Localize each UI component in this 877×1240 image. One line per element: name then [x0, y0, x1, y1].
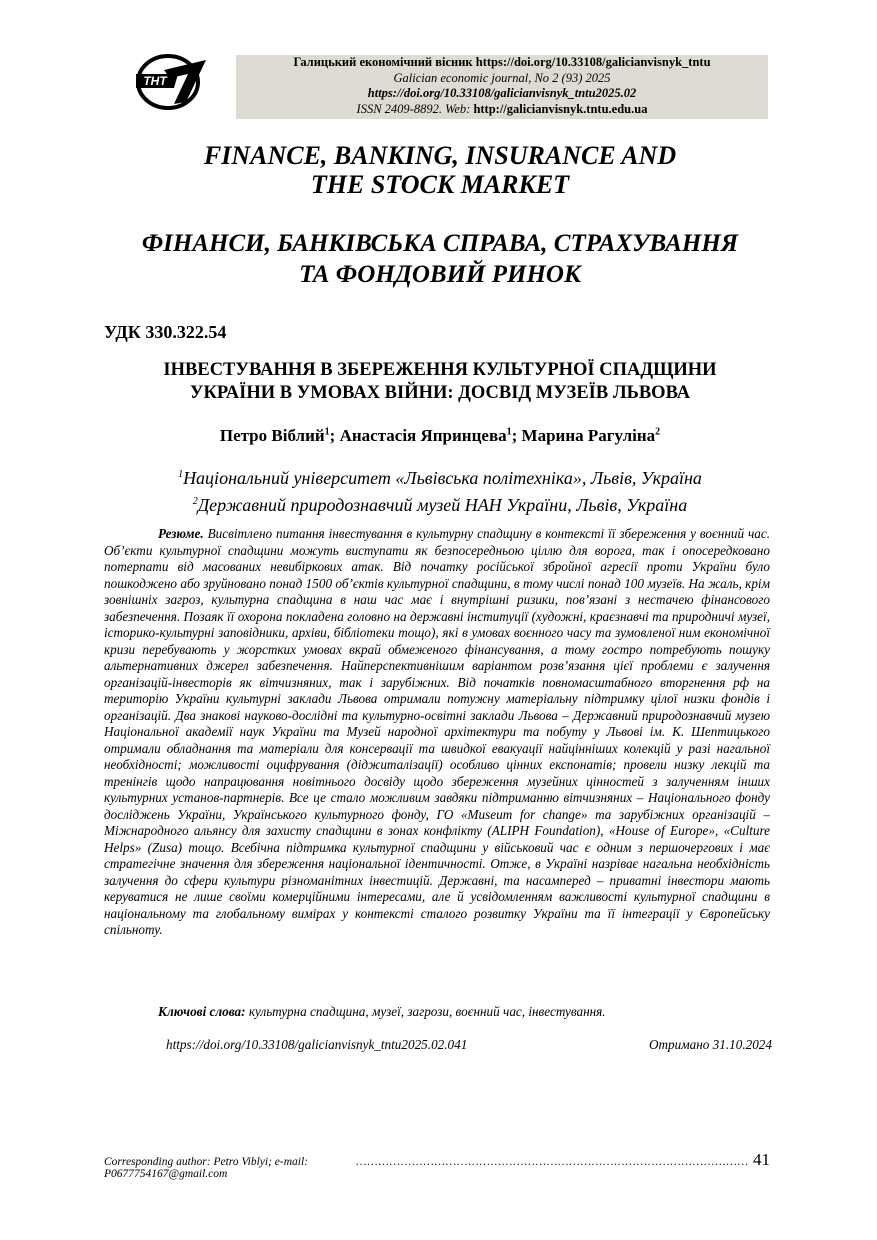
affiliation-2: $^2$Державний природознавчий музей НАН України, Львів, Україна — [192, 495, 688, 515]
author-name: Анастасія Япринцева — [339, 426, 507, 445]
paper-title: ІНВЕСТУВАННЯ В ЗБЕРЕЖЕННЯ КУЛЬТУРНОЇ СПАДЩИНИ УКРАЇНИ В УМОВАХ ВІЙНИ: ДОСВІД МУЗЕЇВ ЛЬВОВА — [163, 360, 717, 403]
affiliations — [110, 463, 770, 517]
journal-title-line: Галицький економічний вісник https://doi.org/10.33108/galicianvisnyk_tntu — [293, 55, 711, 69]
abstract-label: Резюме. — [158, 526, 204, 541]
corresponding-author: Corresponding author: Petro Viblyi; e-mail: P0677754167@gmail.com — [104, 1156, 308, 1180]
leader-dots: …………………………………………………………………………………………… — [356, 1156, 749, 1168]
issn-line: ISSN 2409-8892. Web: http://galicianvisnyk.tntu.edu.ua — [356, 101, 648, 116]
author-list: Петро Віблий$^1$; Анастасія Япринцева$^1$; Марина Рагуліна$^2$ — [219, 426, 661, 445]
received-date: Отримано 31.10.2024 — [648, 1037, 772, 1052]
page-footer — [104, 1150, 770, 1180]
keywords-text: культурна спадщина, музеї, загрози, воєнний час, інвестування. — [245, 1004, 606, 1019]
author-name: Петро Віблий — [219, 426, 325, 445]
journal-issue-line: Galician economic journal, No 2 (93) 2025 — [393, 70, 611, 85]
keywords — [104, 1004, 770, 1020]
keywords-label: Ключові слова: — [158, 1004, 246, 1019]
affiliation-1: $^1$Національний університет «Львівська політехніка», Львів, Україна — [178, 468, 702, 488]
page-number: 41 — [753, 1150, 770, 1169]
abstract-text: Висвітлено питання інвестування в культурну спадщину в контексті її збереження у воєнний час. Об’єкти культурної спадщини можуть виступати як безпосередньою ціллю для ворога, так і опосередковано потерпати від масованих невибіркових атак. Від початку російської збройної агресії проти України було пошкоджено або зруйновано понад 1500 об’єктів культурної спадщини, в тому числі понад 100 музеїв. На жаль, крім зовнішніх загроз, культурна спадщина в наш час має і внутрішні ризики, пов’язані з нестачею фінансового забезпечення. Позаяк її охорона покладена головно на державні інституції (художні, краєзнавчі та природничі музеї, історико-культурні заповідники, архіви, бібліотеки тощо), які в умовах воєнного часу та зумовленої ним економічної кризи перебувають у жорстких умовах вкрай обмеженого фінансування, а тому гостро потребують пошуку альтернативних джерел забезпечення. Найперспективнішим варіантом розв’язання цієї проблеми є залучення організацій-інвесторів як вітчизняних, так і зарубіжних. Від початків повномасштабного вторгнення рф на територію України культурні заклади Львова отримали потужну матеріальну підтримку цілої низки фондів і організацій. Два знакові науково-дослідні та культурно-освітні заклади Львова – Державний природознавчий музею Національної академії наук України та Музей народної архітектури та побуту у Львові ім. К. Шептицького отримали обладнання та матеріали для консервації та швидкої евакуації найцінніших колекцій у разі нагальної необхідності; можливості оцифрування (діджиталізації) особливо цінних експонатів; провели низку лекцій та тренінгів щодо напрацювання новітнього досвіду щодо збереження музейних цінностей з залученням інших культурних установ-партнерів. Все це стало можливим завдяки підтриманню вітчизняних – Національного фонду досліджень України, Українського культурного фонду, ГО «Museum for change» та зарубіжних організацій – Міжнародного альянсу для захисту спадщини в зонах конфлікту (ALIPH Foundation), «House of Europe», «Culture Helps» (Zusa) тощо. Всебічна підтримка культурної спадщини у військовий час є одним з першочергових і має стратегічне значення для збереження національної ідентичності. Отже, в Україні назріває нагальна необхідність залучення до сфери культури різноманітних інвестицій. Державні, та насамперед – приватні інвестори мають керуватися не лише своїми комерційними інтересами, але й усвідомленням важливості культурної спадщини в національному та глобальному вимірах у контексті сталого розвитку України та її інтеграції у Європейську спільноту. — [104, 526, 770, 937]
udk-code: УДК 330.322.54 — [104, 322, 227, 342]
author-name: Марина Рагуліна — [521, 426, 656, 445]
abstract — [104, 526, 770, 939]
article-doi-link[interactable]: https://doi.org/10.33108/galicianvisnyk_tntu2025.02.041 — [166, 1037, 468, 1052]
section-title-uk: ФІНАНСИ, БАНКІВСЬКА СПРАВА, СТРАХУВАННЯ ТА ФОНДОВИЙ РИНОК — [141, 230, 739, 288]
journal-website-link[interactable]: http://galicianvisnyk.tntu.edu.ua — [473, 101, 648, 116]
journal-logo — [134, 52, 208, 112]
section-title-en: FINANCE, BANKING, INSURANCE AND THE STOCK MARKET — [203, 141, 677, 199]
issue-doi-line: https://doi.org/10.33108/galicianvisnyk_tntu2025.02 — [367, 86, 637, 100]
journal-header — [236, 55, 768, 119]
svg-text:ТНТ: ТНТ — [143, 74, 167, 88]
